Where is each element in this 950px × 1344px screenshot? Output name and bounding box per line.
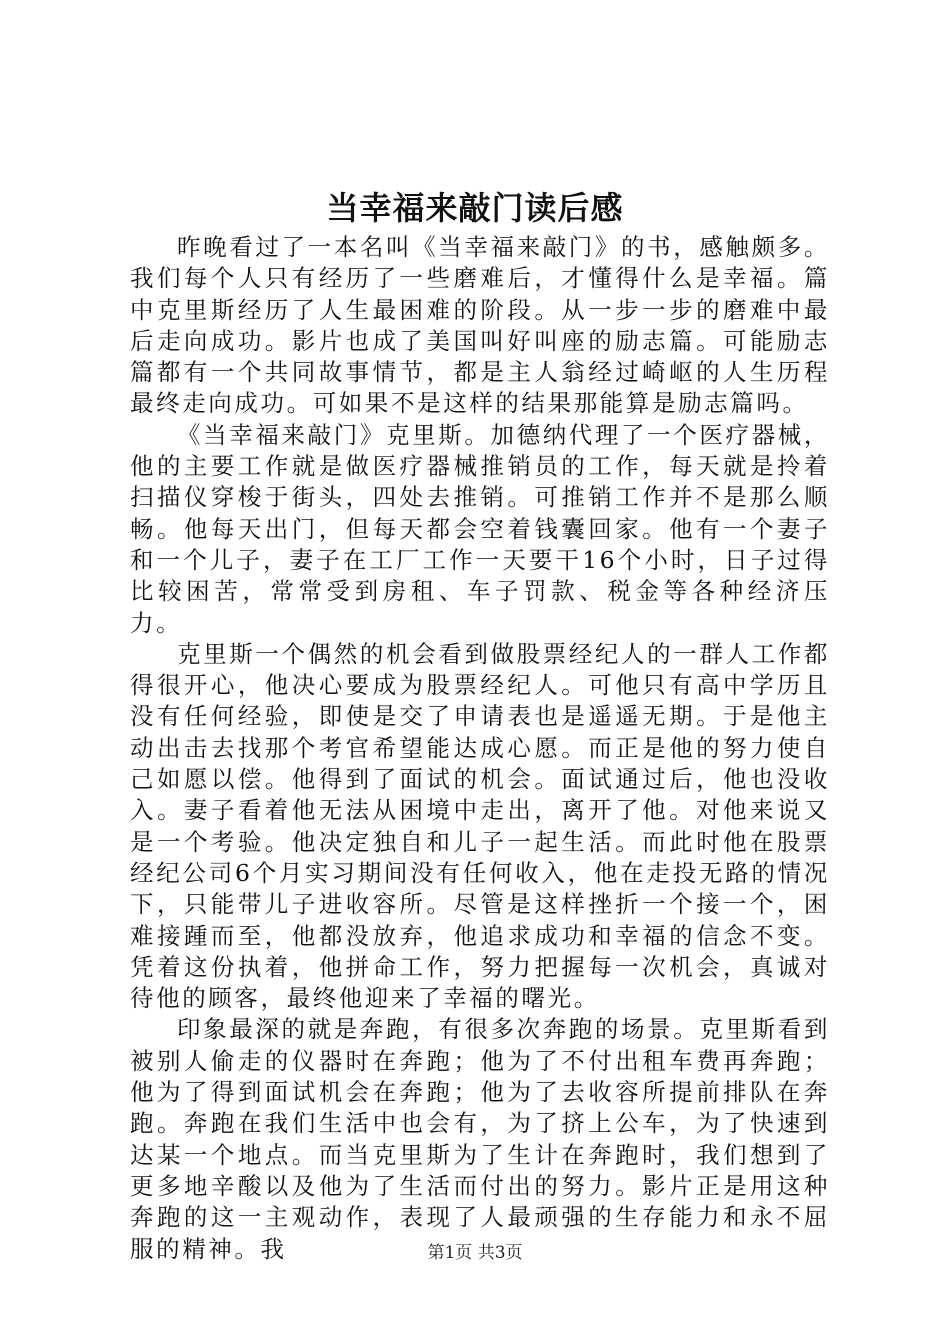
document-body (130, 232, 830, 1265)
paragraph: 《当幸福来敲门》克里斯。加德纳代理了一个医疗器械，他的主要工作就是做医疗器械推销员的工作，每天就是拎着扫描仪穿梭于街头，四处去推销。可推销工作并不是那么顺畅。他每天出门，但每天都会空着钱囊回家。他有一个妻子和一个儿子，妻子在工厂工作一天要干16个小时，日子过得比较困苦，常常受到房租、车子罚款、税金等各种经济压力。 (130, 420, 830, 637)
paragraph: 印象最深的就是奔跑，有很多次奔跑的场景。克里斯看到被别人偷走的仪器时在奔跑；他为了不付出租车费再奔跑；他为了得到面试机会在奔跑；他为了去收容所提前排队在奔跑。奔跑在我们生活中也会有，为了挤上公车，为了快速到达某一个地点。而当克里斯为了生计在奔跑时，我们想到了更多地辛酸以及他为了生活而付出的努力。影片正是用这种奔跑的这一主观动作，表现了人最顽强的生存能力和永不屈服的精神。我 (130, 1015, 830, 1263)
paragraph: 克里斯一个偶然的机会看到做股票经纪人的一群人工作都得很开心，他决心要成为股票经纪人。可他只有高中学历且没有任何经验，即使是交了申请表也是遥遥无期。于是他主动出击去找那个考官希望能达成心愿。而正是他的努力使自己如愿以偿。他得到了面试的机会。面试通过后，他也没收入。妻子看着他无法从困境中走出，离开了他。对他来说又是一个考验。他决定独自和儿子一起生活。而此时他在股票经纪公司6个月实习期间没有任何收入，他在走投无路的情况下，只能带儿子进收容所。尽管是这样挫折一个接一个，困难接踵而至，他都没放弃，他追求成功和幸福的信念不变。凭着这份执着，他拼命工作，努力把握每一次机会，真诚对待他的顾客，最终他迎来了幸福的曙光。 (130, 639, 830, 1013)
document-title: 当幸福来敲门读后感 (326, 189, 624, 227)
paragraph: 昨晚看过了一本名叫《当幸福来敲门》的书，感触颇多。我们每个人只有经历了一些磨难后，才懂得什么是幸福。篇中克里斯经历了人生最困难的阶段。从一步一步的磨难中最后走向成功。影片也成了美国叫好叫座的励志篇。可能励志篇都有一个共同故事情节，都是主人翁经过崎岖的人生历程最终走向成功。可如果不是这样的结果那能算是励志篇吗。 (130, 233, 830, 418)
page-number-footer: 第1页 共3页 (427, 1243, 523, 1263)
